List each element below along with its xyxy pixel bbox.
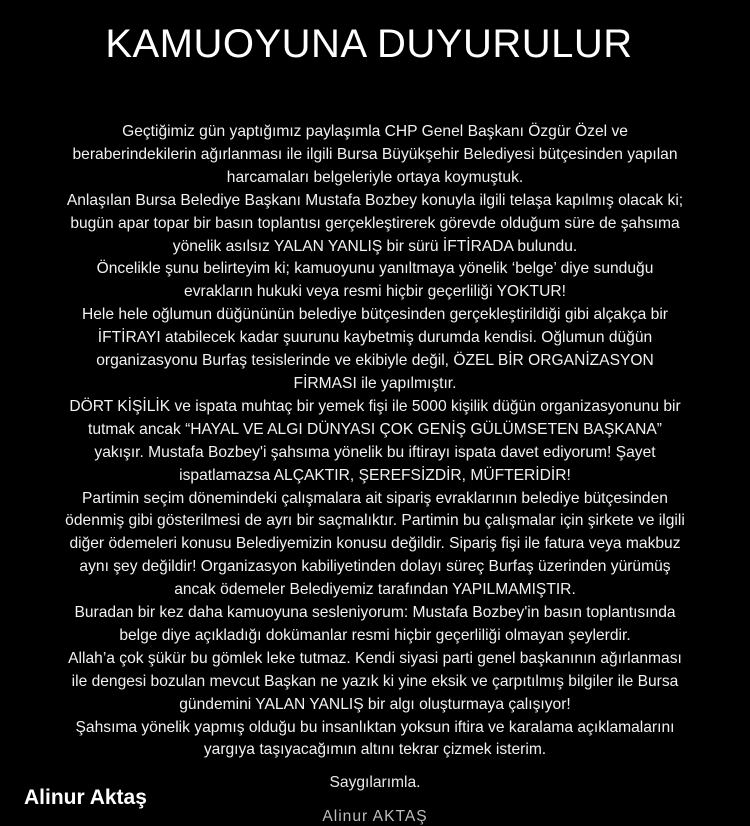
body-line: diğer ödemeleri konusu Belediyemizin konusu değildir. Sipariş fişi ile fatura veya makbuz <box>69 535 681 553</box>
body-line: Öncelikle şunu belirteyim ki; kamuoyunu yanıltmaya yönelik ‘belge’ diye sunduğu <box>96 260 654 278</box>
body-line: bugün apar topar bir basın toplantısı gerçekleştirerek görevde olduğum süre de şahsıma <box>70 214 680 232</box>
body-line: beraberindekilerin ağırlanması ile ilgili Bursa Büyükşehir Belediyesi bütçesinden yapılan <box>72 145 678 163</box>
body-line: yargıya taşıyacağımın altını tekrar çizmek isterim. <box>203 741 547 759</box>
body-line: tutmak ancak “HAYAL VE ALGI DÜNYASI ÇOK GENİŞ GÜLÜMSETEN BAŞKANA” <box>88 420 662 438</box>
body-line: yakışır. Mustafa Bozbey'i şahsıma yönelik bu iftirayı ispata davet ediyorum! Şayet <box>94 443 656 461</box>
body-line: yönelik asılsız YALAN YANLIŞ bir sürü İFTİRADA bulundu. <box>172 237 578 255</box>
body-line: Şahsıma yönelik yapmış olduğu bu insanlıktan yoksun iftira ve karalama açıklamalarını <box>75 718 675 736</box>
body-line: harcamaları belgeleriyle ortaya koymuştuk. <box>226 168 524 186</box>
announcement-body <box>20 121 730 762</box>
body-line: ile dengesi bozulan mevcut Başkan ne yazık ki yine eksik ve çarpıtılmış bilgiler ile Bursa <box>71 672 679 690</box>
closing-salutation: Saygılarımla. <box>329 774 421 791</box>
body-line: ispatlamazsa ALÇAKTIR, ŞEREFSİZDİR, MÜFTERİDİR! <box>179 466 571 484</box>
body-line: Anlaşılan Bursa Belediye Başkanı Mustafa Bozbey konuyla ilgili telaşa kapılmış olacak ki; <box>66 191 684 209</box>
body-line: evrakların hukuki veya resmi hiçbir geçerliliği YOKTUR! <box>184 283 566 301</box>
body-line: DÖRT KİŞİLİK ve ispata muhtaç bir yemek fişi ile 5000 kişilik düğün organizasyonunu bir <box>69 397 681 415</box>
announcement-title: KAMUOYUNA DUYURULUR <box>105 22 633 66</box>
body-line: Buradan bir kez daha kamuoyuna sesleniyorum: Mustafa Bozbey'in basın toplantısında <box>74 604 676 622</box>
body-line: Partimin seçim dönemindeki çalışmalara ait sipariş evraklarının belediye bütçesinden <box>82 489 668 507</box>
body-line: Hele hele oğlumun düğününün belediye bütçesinden gerçekleştirildiği gibi alçakça bir <box>81 306 668 324</box>
body-line: organizasyonu Burfaş tesislerinde ve ekibiyle değil, ÖZEL BİR ORGANİZASYON <box>96 352 654 370</box>
body-line: aynı şey değildir! Organizasyon kabiliyetinden dolayı süreç Burfaş üzerinden yürümüş <box>79 558 671 576</box>
body-line: ödenmiş gibi gösterilmesi de ayrı bir saçmalıktır. Partimin bu çalışmalar için şirkete ve ilgili <box>65 512 685 530</box>
signature-name: Alinur AKTAŞ <box>322 808 428 825</box>
body-line: Geçtiğimiz gün yaptığımız paylaşımla CHP Genel Başkanı Özgür Özel ve <box>122 123 628 140</box>
body-line: İFTİRAYI atabilecek kadar şuurunu kaybetmiş durumda kendisi. Oğlumun düğün <box>97 329 653 347</box>
author-watermark: Alinur Aktaş <box>24 786 147 809</box>
body-line: ancak ödemeler Belediyemiz tarafından YAPILMAMIŞTIR. <box>174 581 576 599</box>
body-line: gündemini YALAN YANLIŞ bir algı oluşturmaya çalışıyor! <box>179 695 571 713</box>
body-line: FİRMASI ile yapılmıştır. <box>293 374 457 392</box>
body-line: Allah’a çok şükür bu gömlek leke tutmaz. Kendi siyasi parti genel başkanının ağırlanması <box>68 649 682 667</box>
body-line: belge diye açıkladığı dokümanlar resmi hiçbir geçerliliği olmayan şeylerdir. <box>119 626 631 644</box>
